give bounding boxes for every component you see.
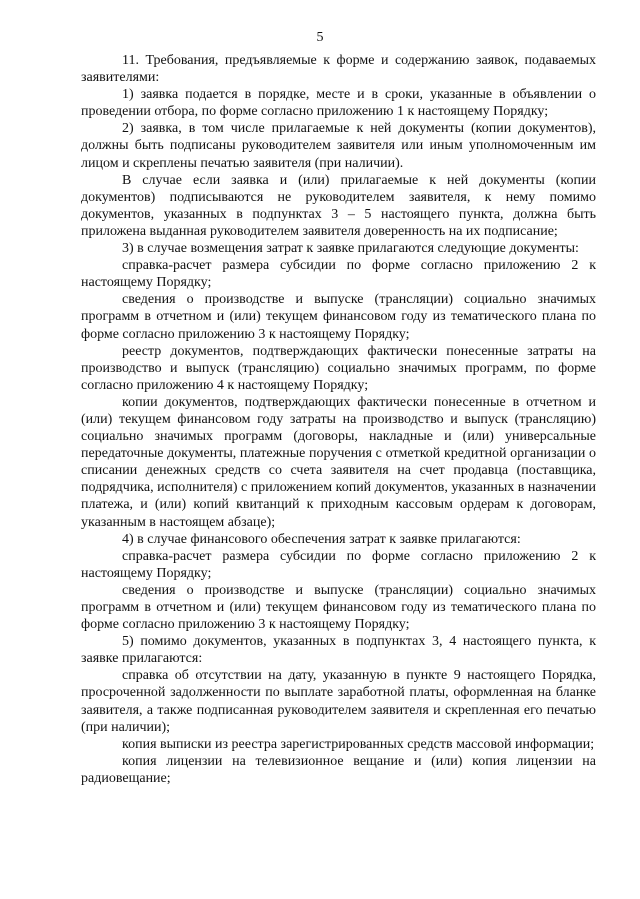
document-body <box>81 52 596 787</box>
paragraph-subitem-4: 4) в случае финансового обеспечения затрат к заявке прилагаются: <box>122 531 521 547</box>
paragraph-production-info-2: сведения о производстве и выпуске (трансляции) социально значимых программ в отчетном и (или) текущем финансовом году из тематического плана по форме согласно приложению 3 к настоящему Порядку; <box>81 582 596 633</box>
paragraph-broadcast-license: копия лицензии на телевизионное вещание и (или) копия лицензии на радиовещание; <box>81 753 596 786</box>
paragraph-documents-register: реестр документов, подтверждающих фактически понесенные затраты на производство и выпуск (трансляцию) социально значимых программ, по форме согласно приложению 4 к настоящему Порядку; <box>81 343 596 393</box>
paragraph-subitem-1: 1) заявка подается в порядке, месте и в сроки, указанные в объявлении о проведении отбора, по форме согласно приложению 1 к настоящему Порядку; <box>81 87 596 120</box>
paragraph-no-debt-certificate: справка об отсутствии на дату, указанную в пункте 9 настоящего Порядка, просроченной задолженности по выплате заработной платы, оформленная на бланке заявителя, а также подписанная руководителем заявителя и скрепленная его печатью (при наличии); <box>81 668 596 735</box>
paragraph-media-registry-extract: копия выписки из реестра зарегистрированных средств массовой информации; <box>122 736 595 752</box>
paragraph-subsidy-calculation: справка-расчет размера субсидии по форме согласно приложению 2 к настоящему Порядку; <box>81 258 596 291</box>
paragraph-subitem-3: 3) в случае возмещения затрат к заявке прилагаются следующие документы: <box>122 241 579 257</box>
paragraph-11-heading: 11. Требования, предъявляемые к форме и содержанию заявок, подаваемых заявителями: <box>81 53 596 86</box>
paragraph-power-of-attorney: В случае если заявка и (или) прилагаемые к ней документы (копии документов) подписываются не руководителем заявителя, к нему помимо документов, указанных в подпунктах 3 – 5 настоящего пункта, должна быть приложена выданная руководителем заявителя доверенность на их подписание; <box>81 172 596 239</box>
paragraph-subsidy-calculation-2: справка-расчет размера субсидии по форме согласно приложению 2 к настоящему Порядку; <box>81 548 596 581</box>
paragraph-document-copies: копии документов, подтверждающих фактически понесенные в отчетном и (или) текущем финансовом году затраты на производство и выпуск (трансляцию) социально значимых программ (договоры, накладные и (или) универсальные передаточные документы, платежные поручения с отметкой кредитной организации о списании денежных средств со счета заявителя на счет продавца (поставщика, подрядчика, исполнителя) с приложением копий документов, указанных в назначении платежа, и (или) копий квитанций к приходным кассовым ордерам к договорам, указанным в настоящем абзаце); <box>81 394 596 530</box>
page-number: 5 <box>316 30 324 45</box>
paragraph-subitem-2: 2) заявка, в том числе прилагаемые к ней документы (копии документов), должны быть подписаны руководителем заявителя или иным уполномоченным им лицом и скреплены печатью заявителя (при наличии). <box>81 121 596 171</box>
paragraph-production-info: сведения о производстве и выпуске (трансляции) социально значимых программ в отчетном и (или) текущем финансовом году из тематического плана по форме согласно приложению 3 к настоящему Порядку; <box>81 292 596 342</box>
paragraph-subitem-5: 5) помимо документов, указанных в подпунктах 3, 4 настоящего пункта, к заявке прилагаются: <box>81 634 596 667</box>
